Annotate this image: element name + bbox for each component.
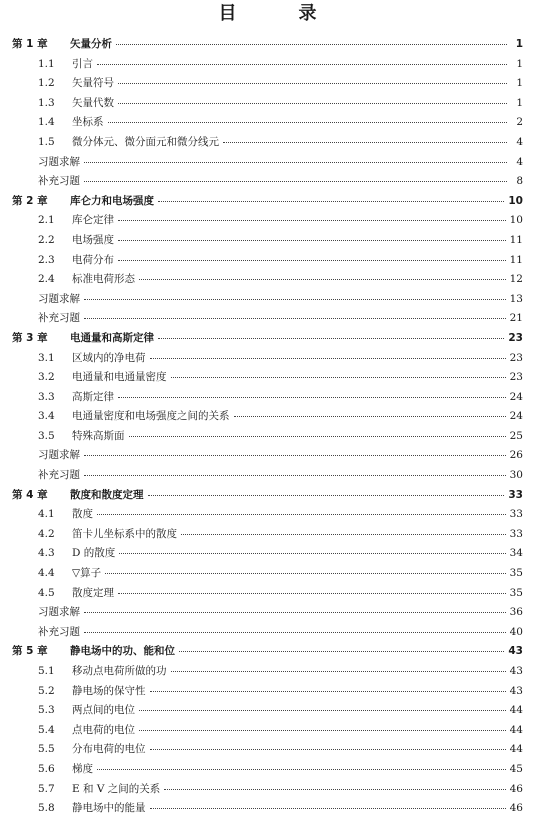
toc-section-entry[interactable]	[12, 799, 523, 819]
toc-entry-label: 习题求解	[38, 449, 80, 462]
toc-exercise-entry[interactable]	[12, 309, 523, 329]
toc-page-number: 44	[509, 704, 523, 717]
toc-section-entry[interactable]	[12, 427, 523, 447]
toc-entry-number: 1.1	[38, 57, 55, 70]
toc-entry-label: D 的散度	[72, 547, 116, 560]
toc-entry-number: 3.5	[38, 429, 55, 442]
toc-page-number: 1	[516, 57, 523, 70]
dot-leader	[118, 239, 506, 241]
toc-entry-label: 库仑定律	[72, 214, 114, 227]
toc-section-entry[interactable]	[12, 721, 523, 741]
toc-entry-number: 5.7	[38, 782, 55, 795]
toc-entry-label: 矢量分析	[70, 38, 112, 50]
toc-section-entry[interactable]	[12, 231, 523, 251]
toc-entry-number: 4.1	[38, 508, 55, 521]
toc-section-entry[interactable]	[12, 760, 523, 780]
toc-page-number: 44	[509, 743, 523, 756]
toc-entry-label: 电场强度	[72, 233, 114, 246]
toc-section-entry[interactable]	[12, 780, 523, 800]
dot-leader	[223, 141, 507, 143]
toc-exercise-entry[interactable]	[12, 623, 523, 643]
toc-entry-label: 标准电荷形态	[72, 273, 135, 286]
toc-section-entry[interactable]	[12, 505, 523, 525]
toc-entry-number: 第 1 章	[12, 38, 48, 50]
toc-exercise-entry[interactable]	[12, 603, 523, 623]
toc-section-entry[interactable]	[12, 251, 523, 271]
toc-entry-label: 矢量代数	[72, 96, 114, 109]
toc-entry-number: 第 3 章	[12, 331, 48, 344]
toc-entry-label: 点电荷的电位	[72, 723, 135, 736]
toc-entry-label: E 和 V 之间的关系	[72, 782, 161, 795]
toc-entry-label: 电通量密度和电场强度之间的关系	[72, 410, 230, 423]
toc-entry-number: 3.3	[38, 390, 55, 403]
toc-entry-number: 1.5	[38, 135, 55, 148]
toc-entry-number: 1.3	[38, 96, 55, 109]
toc-section-entry[interactable]	[12, 349, 523, 369]
dot-leader	[116, 43, 507, 45]
toc-entry-number: 2.2	[38, 233, 55, 246]
toc-page-number: 10	[509, 214, 523, 227]
toc-entry-number: 5.8	[38, 802, 55, 815]
toc-entry-label: 散度	[72, 508, 93, 521]
dot-leader	[118, 219, 506, 221]
toc-exercise-entry[interactable]	[12, 446, 523, 466]
toc-page-number: 46	[509, 802, 523, 815]
dot-leader	[158, 200, 504, 202]
toc-entry-label: 微分体元、微分面元和微分线元	[72, 135, 219, 148]
dot-leader	[171, 376, 506, 378]
toc-chapter-entry[interactable]	[12, 329, 523, 349]
toc-page-number: 45	[509, 762, 523, 775]
toc-section-entry[interactable]	[12, 113, 523, 133]
toc-section-entry[interactable]	[12, 211, 523, 231]
dot-leader	[181, 533, 506, 535]
toc-entry-label: 习题求解	[38, 292, 80, 305]
toc-page-number: 12	[509, 273, 523, 286]
toc-entry-label: ▽算子	[72, 567, 102, 580]
dot-leader	[84, 298, 506, 300]
toc-entry-label: 静电场中的能量	[72, 802, 146, 815]
toc-entry-number: 4.3	[38, 547, 55, 560]
toc-section-entry[interactable]	[12, 544, 523, 564]
dot-leader	[139, 278, 506, 280]
toc-entry-label: 区域内的净电荷	[72, 351, 146, 364]
toc-entry-label: 特殊高斯面	[72, 429, 125, 442]
toc-page-number: 4	[516, 155, 523, 168]
toc-entry-number: 3.2	[38, 371, 55, 384]
toc-page-number: 21	[509, 312, 523, 325]
dot-leader	[97, 513, 506, 515]
toc-page-number: 10	[508, 194, 523, 207]
dot-leader	[118, 396, 506, 398]
toc-entry-number: 5.4	[38, 723, 55, 736]
toc-section-entry[interactable]	[12, 525, 523, 545]
toc-entry-number: 5.1	[38, 665, 55, 677]
toc-entry-label: 补充习题	[38, 469, 80, 482]
toc-page-number: 43	[509, 684, 523, 697]
toc-entry-number: 1.4	[38, 116, 55, 129]
toc-page-number: 2	[516, 116, 523, 129]
toc-entry-number: 2.1	[38, 214, 55, 227]
toc-page-number: 30	[509, 469, 523, 482]
toc-section-entry[interactable]	[12, 133, 523, 153]
toc-entry-label: 高斯定律	[72, 390, 114, 403]
toc-page-number: 11	[509, 253, 523, 266]
dot-leader	[150, 748, 506, 750]
toc-exercise-entry[interactable]	[12, 153, 523, 173]
toc-section-entry[interactable]	[12, 407, 523, 427]
dot-leader	[164, 788, 505, 790]
dot-leader	[150, 807, 506, 809]
toc-entry-number: 第 4 章	[12, 488, 48, 501]
toc-entry-label: 电通量和电通量密度	[72, 371, 167, 384]
toc-page-number: 35	[509, 567, 523, 580]
toc-page-number: 11	[509, 233, 523, 246]
toc-entry-number: 5.6	[38, 762, 55, 775]
toc-section-entry[interactable]	[12, 740, 523, 760]
dot-leader	[118, 592, 506, 594]
toc-entry-label: 引言	[72, 57, 93, 70]
toc-entry-label: 散度和散度定理	[70, 488, 144, 501]
toc-page-number: 36	[509, 606, 523, 619]
toc-entry-label: 静电场中的功、能和位	[70, 645, 175, 658]
toc-entry-number: 2.4	[38, 273, 55, 286]
toc-page-number: 35	[509, 586, 523, 599]
toc-page-number: 8	[516, 175, 523, 188]
dot-leader	[84, 631, 506, 633]
toc-list	[12, 35, 523, 819]
toc-entry-number: 4.5	[38, 586, 55, 599]
dot-leader	[179, 650, 504, 652]
toc-entry-number: 1.2	[38, 77, 55, 90]
toc-section-entry[interactable]	[12, 368, 523, 388]
dot-leader	[139, 729, 506, 731]
toc-exercise-entry[interactable]	[12, 466, 523, 486]
toc-entry-label: 补充习题	[38, 625, 80, 638]
toc-entry-number: 4.4	[38, 567, 55, 580]
toc-page-number: 24	[509, 390, 523, 403]
toc-section-entry[interactable]	[12, 270, 523, 290]
toc-entry-label: 补充习题	[38, 175, 80, 188]
dot-leader	[97, 63, 507, 65]
toc-entry-label: 矢量符号	[72, 77, 114, 90]
dot-leader	[171, 670, 506, 672]
toc-page-number: 25	[509, 429, 523, 442]
dot-leader	[129, 435, 506, 437]
toc-entry-label: 库仑力和电场强度	[70, 194, 154, 207]
toc-entry-label: 静电场的保守性	[72, 684, 146, 697]
toc-entry-label: 两点间的电位	[72, 704, 135, 717]
toc-section-entry[interactable]	[12, 682, 523, 702]
dot-leader	[118, 259, 506, 261]
toc-page-number: 33	[509, 508, 523, 521]
toc-page-number: 23	[509, 371, 523, 384]
dot-leader	[105, 572, 506, 574]
toc-page-number: 43	[508, 645, 523, 658]
toc-entry-number: 2.3	[38, 253, 55, 266]
dot-leader	[84, 180, 507, 182]
toc-page-number: 46	[509, 782, 523, 795]
dot-leader	[108, 121, 508, 123]
toc-page-number: 33	[509, 527, 523, 540]
dot-leader	[150, 690, 506, 692]
dot-leader	[158, 337, 504, 339]
dot-leader	[139, 709, 506, 711]
toc-page-number: 23	[509, 351, 523, 364]
toc-page-number: 26	[509, 449, 523, 462]
dot-leader	[119, 552, 505, 554]
toc-page-number: 43	[509, 665, 523, 677]
toc-page-number: 1	[516, 77, 523, 90]
toc-page-number: 40	[509, 625, 523, 638]
dot-leader	[84, 611, 506, 613]
toc-page-number: 1	[515, 38, 523, 50]
dot-leader	[234, 415, 506, 417]
toc-entry-label: 分布电荷的电位	[72, 743, 146, 756]
toc-page-number: 1	[516, 96, 523, 109]
toc-page-number: 24	[509, 410, 523, 423]
toc-page-number: 23	[508, 331, 523, 344]
toc-entry-number: 5.3	[38, 704, 55, 717]
page-title: 目 录	[218, 3, 339, 24]
toc-entry-number: 第 5 章	[12, 645, 48, 658]
dot-leader	[84, 317, 506, 319]
toc-page-number: 4	[516, 135, 523, 148]
toc-entry-number: 5.5	[38, 743, 55, 756]
toc-chapter-entry[interactable]	[12, 642, 523, 662]
toc-entry-number: 5.2	[38, 684, 55, 697]
toc-page-number: 44	[509, 723, 523, 736]
toc-section-entry[interactable]	[12, 388, 523, 408]
toc-entry-label: 梯度	[72, 762, 93, 775]
toc-section-entry[interactable]	[12, 564, 523, 584]
dot-leader	[84, 454, 506, 456]
toc-chapter-entry[interactable]	[12, 486, 523, 506]
toc-entry-label: 习题求解	[38, 155, 80, 168]
toc-section-entry[interactable]	[12, 94, 523, 114]
toc-exercise-entry[interactable]	[12, 290, 523, 310]
toc-page-number: 13	[509, 292, 523, 305]
dot-leader	[84, 474, 506, 476]
toc-entry-number: 3.1	[38, 351, 55, 364]
toc-entry-label: 移动点电荷所做的功	[72, 665, 167, 677]
toc-section-entry[interactable]	[12, 74, 523, 94]
dot-leader	[84, 161, 507, 163]
toc-entry-label: 补充习题	[38, 312, 80, 325]
toc-section-entry[interactable]	[12, 662, 523, 682]
toc-entry-number: 4.2	[38, 527, 55, 540]
toc-entry-label: 电通量和高斯定律	[70, 331, 154, 344]
toc-section-entry[interactable]	[12, 584, 523, 604]
toc-section-entry[interactable]	[12, 55, 523, 75]
toc-entry-number: 第 2 章	[12, 194, 48, 207]
toc-entry-label: 坐标系	[72, 116, 104, 129]
toc-chapter-entry[interactable]	[12, 35, 523, 55]
toc-entry-label: 笛卡儿坐标系中的散度	[72, 527, 177, 540]
toc-entry-label: 习题求解	[38, 606, 80, 619]
toc-section-entry[interactable]	[12, 701, 523, 721]
toc-entry-label: 电荷分布	[72, 253, 114, 266]
dot-leader	[118, 82, 507, 84]
dot-leader	[150, 357, 506, 359]
toc-chapter-entry[interactable]	[12, 192, 523, 212]
toc-entry-label: 散度定理	[72, 586, 114, 599]
dot-leader	[97, 768, 506, 770]
toc-entry-number: 3.4	[38, 410, 55, 423]
dot-leader	[118, 102, 507, 104]
toc-page-number: 33	[508, 488, 523, 501]
toc-exercise-entry[interactable]	[12, 172, 523, 192]
dot-leader	[148, 494, 505, 496]
toc-page-number: 34	[509, 547, 523, 560]
